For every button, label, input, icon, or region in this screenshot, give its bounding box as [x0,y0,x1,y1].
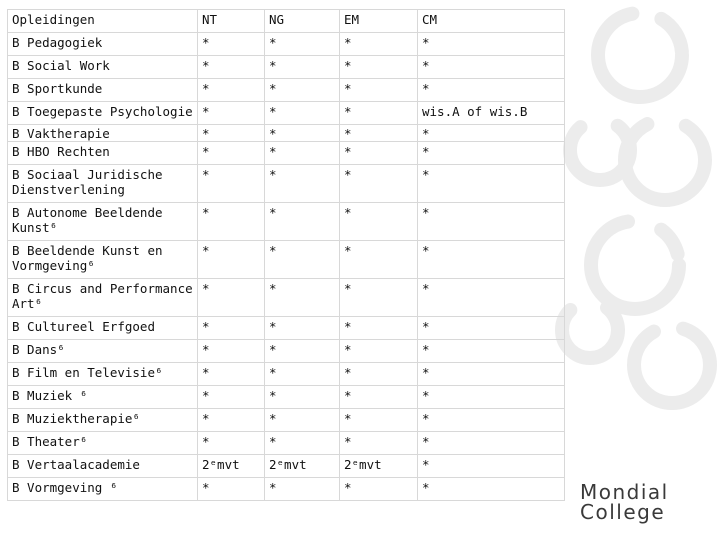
table-cell: * [418,409,565,432]
table-cell: * [418,455,565,478]
header-cell: EM [340,10,418,33]
table-cell: * [340,340,418,363]
table-cell: * [265,125,340,142]
table-cell: * [265,165,340,203]
table-cell: B Pedagogiek [8,33,198,56]
logo-line-2: College [580,500,666,524]
table-cell: B Cultureel Erfgoed [8,317,198,340]
table-cell: * [198,241,265,279]
table-cell: * [198,102,265,125]
table-cell: * [340,386,418,409]
table-row [8,409,565,432]
table-cell: * [340,241,418,279]
table-cell: * [418,56,565,79]
table-cell: * [265,79,340,102]
table-cell: * [198,317,265,340]
table-cell: * [418,478,565,501]
header-cell: Opleidingen [8,10,198,33]
table-cell: 2ᵉmvt [265,455,340,478]
table-cell: * [198,432,265,455]
logo-line-1: Mondial [580,480,669,504]
table-cell: * [418,340,565,363]
table-row-clipped [8,125,565,142]
table-cell: * [198,363,265,386]
table-cell: * [418,203,565,241]
table-cell: * [418,317,565,340]
table-cell: B Vertaalacademie [8,455,198,478]
table-cell: B HBO Rechten [8,142,198,165]
table-cell: * [340,279,418,317]
table-cell: * [198,33,265,56]
table-cell: * [198,56,265,79]
table-cell: * [198,409,265,432]
table-row [8,478,565,501]
table-cell: * [198,478,265,501]
table-cell: * [340,56,418,79]
table-cell: B Autonome Beeldende Kunst⁶ [8,203,198,241]
table-row [8,432,565,455]
table-cell: * [265,409,340,432]
table-cell: * [340,203,418,241]
table-row [8,241,565,279]
table-cell: * [198,340,265,363]
table-cell: * [265,340,340,363]
table-header-row [8,10,565,33]
table-cell: B Sportkunde [8,79,198,102]
table-cell: B Muziektherapie⁶ [8,409,198,432]
table-cell: * [340,409,418,432]
header-cell: CM [418,10,565,33]
table-row [8,142,565,165]
table-row [8,279,565,317]
table-cell: B Film en Televisie⁶ [8,363,198,386]
table-cell: * [198,142,265,165]
table-cell: * [340,125,418,142]
table-cell: * [198,165,265,203]
table-cell: * [418,125,565,142]
table-row [8,340,565,363]
table-cell: * [265,363,340,386]
table-cell: * [340,142,418,165]
table-cell: * [265,241,340,279]
table-cell: * [198,386,265,409]
table-cell: * [265,33,340,56]
table-cell: * [340,102,418,125]
table-cell: * [198,203,265,241]
table-cell: * [340,478,418,501]
table-cell: * [198,125,265,142]
table-row [8,363,565,386]
table-row [8,56,565,79]
requirements-table [7,9,565,501]
table-cell: * [418,386,565,409]
table-cell: * [265,432,340,455]
table-cell: B Dans⁶ [8,340,198,363]
table-cell: * [265,102,340,125]
table-cell: * [340,317,418,340]
table-cell: * [265,478,340,501]
table-cell: * [418,165,565,203]
table-cell: * [340,33,418,56]
table-row [8,455,565,478]
table-cell: B Vaktherapie [8,125,198,142]
table-cell: B Social Work [8,56,198,79]
table-cell: * [418,79,565,102]
table-cell: * [198,79,265,102]
table-cell: B Muziek ⁶ [8,386,198,409]
table-cell: * [265,386,340,409]
table-row [8,386,565,409]
table-cell: * [418,33,565,56]
table-cell: B Vormgeving ⁶ [8,478,198,501]
table-cell: B Sociaal Juridische Dienstverlening [8,165,198,203]
table-cell: * [418,363,565,386]
table-cell: * [418,432,565,455]
table-cell: * [340,432,418,455]
table-cell: * [265,279,340,317]
table-cell: * [198,279,265,317]
table-cell: * [265,56,340,79]
table-cell: B Theater⁶ [8,432,198,455]
table-cell: * [265,317,340,340]
table-row [8,165,565,203]
table-cell: * [340,165,418,203]
table-cell: * [418,142,565,165]
table-cell: * [340,363,418,386]
table-cell: 2ᵉmvt [198,455,265,478]
table-row [8,79,565,102]
table-cell: * [265,203,340,241]
table-cell: * [418,279,565,317]
header-cell: NG [265,10,340,33]
table-cell: * [265,142,340,165]
table-cell: 2ᵉmvt [340,455,418,478]
mondial-college-logo [580,482,669,522]
table-cell: * [340,79,418,102]
table-row [8,317,565,340]
table-row [8,33,565,56]
table-row [8,102,565,125]
table-row [8,203,565,241]
table-cell: B Beeldende Kunst en Vormgeving⁶ [8,241,198,279]
header-cell: NT [198,10,265,33]
table-cell: B Toegepaste Psychologie [8,102,198,125]
table-cell: B Circus and Performance Art⁶ [8,279,198,317]
table-cell: * [418,241,565,279]
table-cell: wis.A of wis.B [418,102,565,125]
